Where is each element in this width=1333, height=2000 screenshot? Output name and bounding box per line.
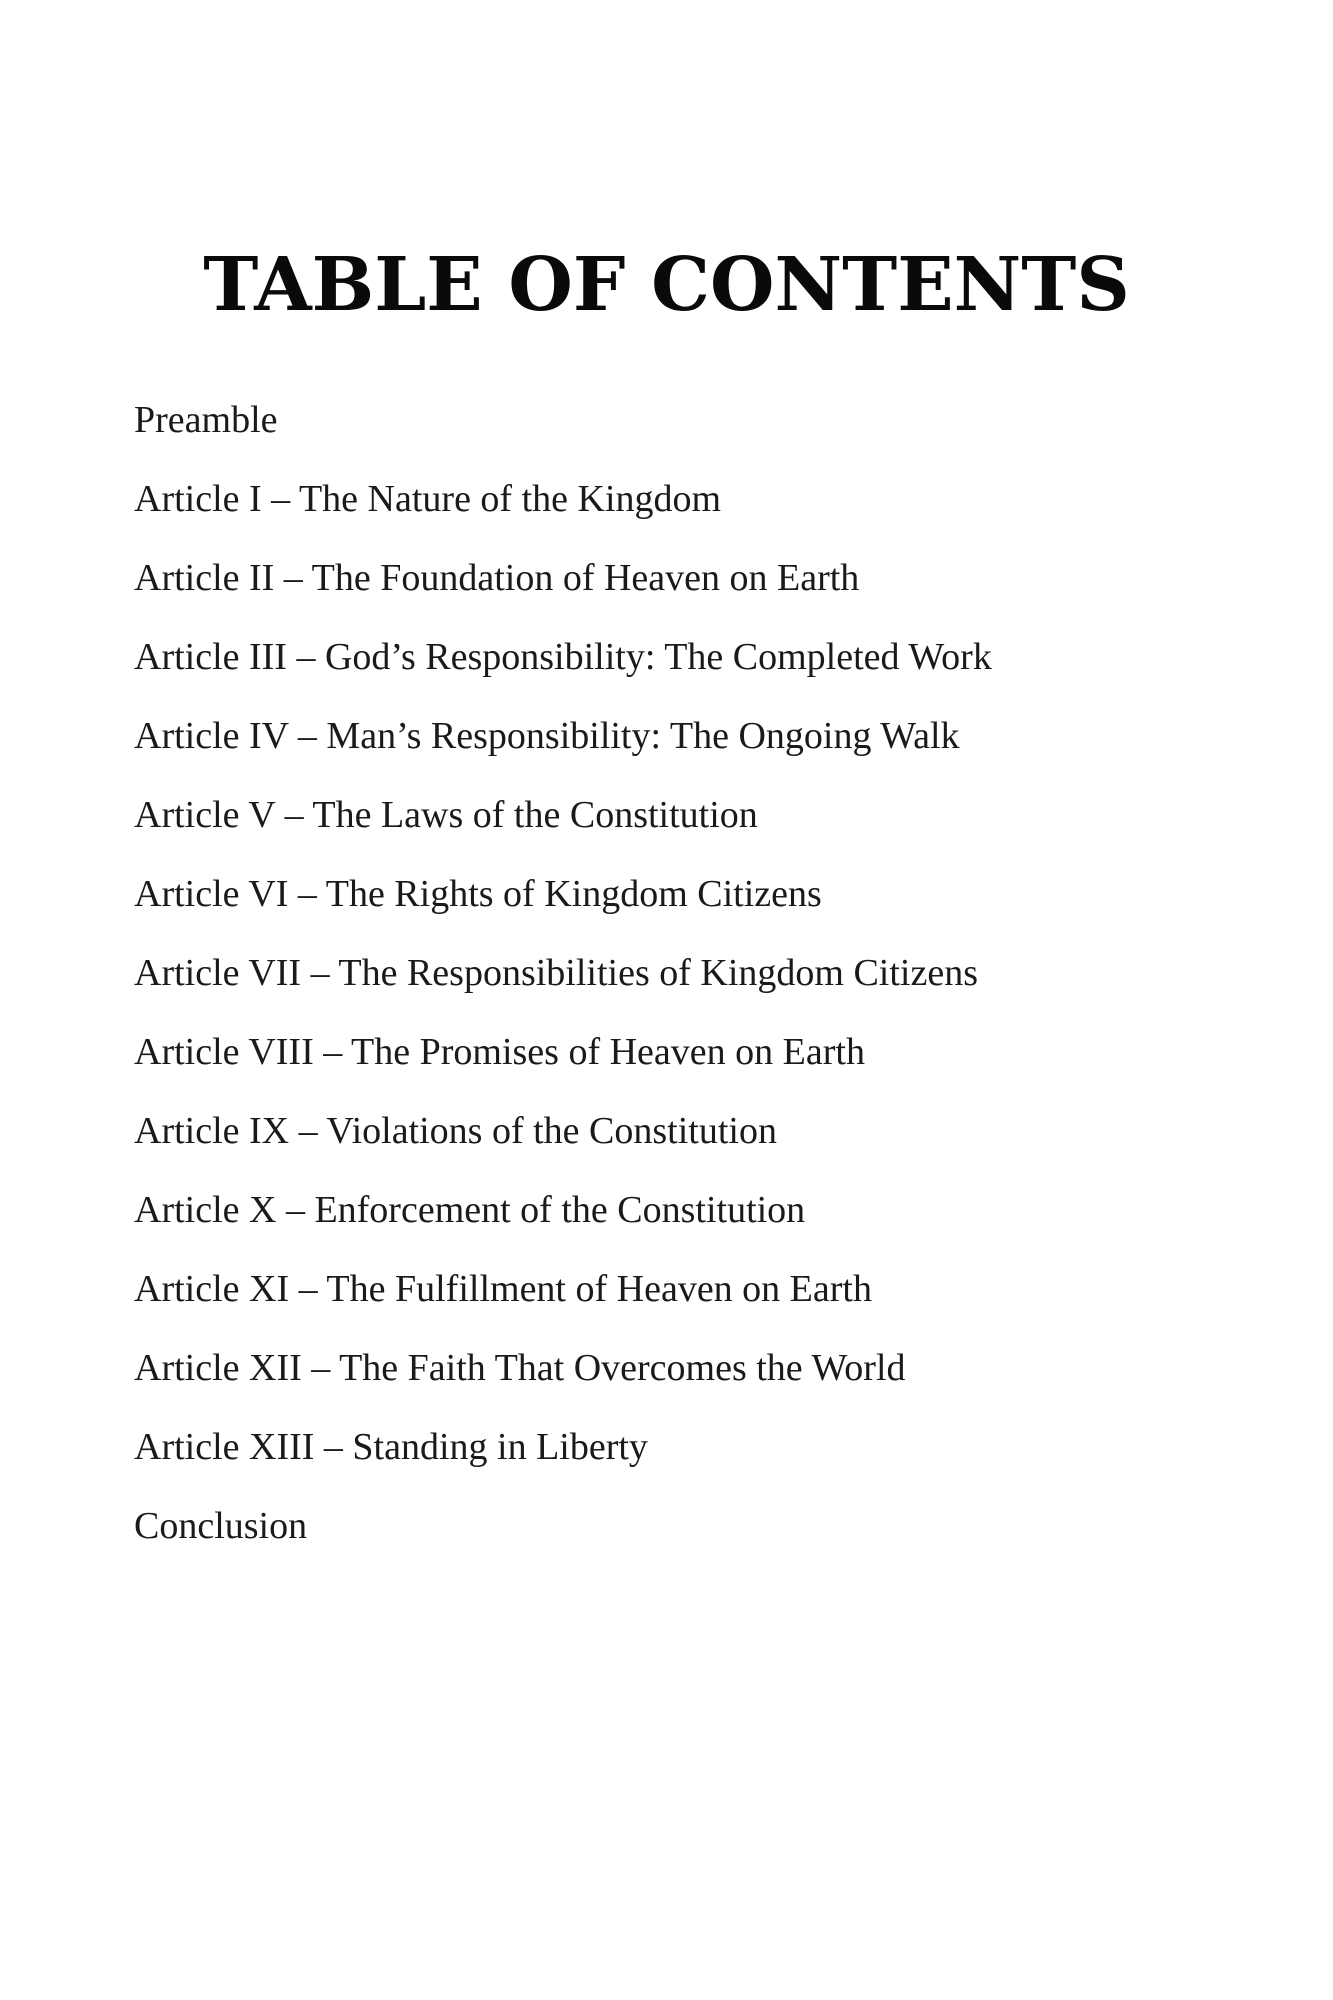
toc-entry-article-11: Article XI – The Fulfillment of Heaven on Earth xyxy=(134,1268,872,1310)
toc-entry-article-2: Article II – The Foundation of Heaven on Earth xyxy=(134,557,860,599)
toc-entry-conclusion: Conclusion xyxy=(134,1505,308,1547)
toc-entry-article-10: Article X – Enforcement of the Constitution xyxy=(134,1189,806,1231)
toc-entry-article-8: Article VIII – The Promises of Heaven on Earth xyxy=(134,1031,865,1073)
toc-entry-article-1: Article I – The Nature of the Kingdom xyxy=(134,478,722,520)
toc-entry-article-5: Article V – The Laws of the Constitution xyxy=(134,794,758,836)
toc-entry-article-12: Article XII – The Faith That Overcomes the World xyxy=(134,1347,906,1389)
toc-entry-preamble: Preamble xyxy=(134,399,278,441)
toc-entry-article-4: Article IV – Man’s Responsibility: The Ongoing Walk xyxy=(134,715,960,757)
toc-entry-article-6: Article VI – The Rights of Kingdom Citizens xyxy=(134,873,822,915)
toc-entry-article-7: Article VII – The Responsibilities of Kingdom Citizens xyxy=(134,952,978,994)
toc-entry-article-13: Article XIII – Standing in Liberty xyxy=(134,1426,648,1468)
toc-list xyxy=(134,394,1234,1579)
toc-entry-article-3: Article III – God’s Responsibility: The Completed Work xyxy=(134,636,992,678)
page-title: TABLE OF CONTENTS xyxy=(203,242,1130,328)
toc-entry-article-9: Article IX – Violations of the Constitution xyxy=(134,1110,777,1152)
